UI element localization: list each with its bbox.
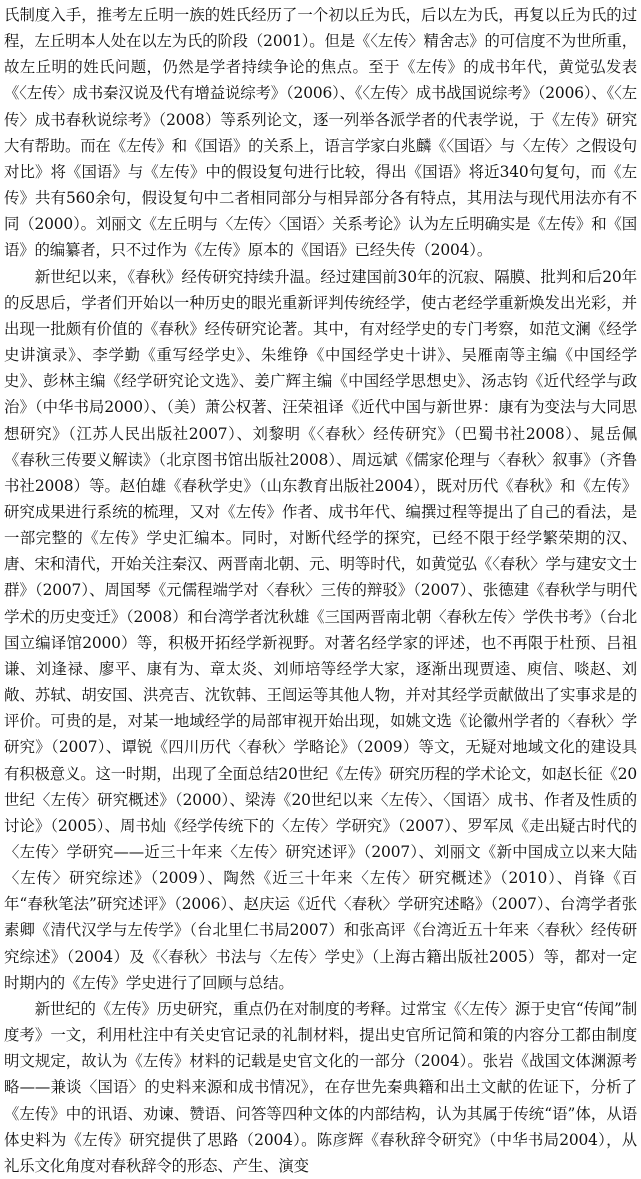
paragraph-3: 新世纪的《左传》历史研究，重点仍在对制度的考释。过常宝《〈左传〉源于史官“传闻”制度考》一文，利用杜注中有关史官记录的礼制材料，提出史官所记简和策的内容分工都由制度明文规定，故认为《左传》材料的记载是史官文化的一部分（2004）。张岩《战国文体渊源考略——兼谈〈国语〉的史料来源和成书情况》，在存世先秦典籍和出土文献的佐证下，分析了《左传》中的讯语、劝谏、赞语、问答等四种文体的内部结构，认为其属于传统“语”体，从语体史料为《左传》研究提供了思路（2004）。陈彦辉《春秋辞令研究》（中华书局2004），从礼乐文化角度对春秋辞令的形态、产生、演变: [4, 999, 637, 1175]
paragraph-1: 氏制度入手，推考左丘明一族的姓氏经历了一个初以丘为氏，后以左为氏，再复以丘为氏的过程，左丘明本人处在以左为氏的阶段（2001）。但是《〈左传〉精舍志》的可信度不为世所重，故左丘明的姓氏问题，仍然是学者持续争论的焦点。至于《左传》的成书年代，黄觉弘发表《〈左传〉成书秦汉说及代有增益说综考》（2006）、《〈左传〉成书战国说综考》（2006）、《〈左传〉成书春秋说综考》（2008）等系列论文，逐一列举各派学者的代表学说，于《左传》研究大有帮助。而在《左传》和《国语》的关系上，语言学家白兆麟《〈国语〉与〈左传〉之假设句对比》将《国语》与《左传》中的假设复句进行比较，得出《国语》将近340句复句，而《左传》共有560余句，假设复句中二者相同部分与相异部分各有特点，其用法与现代用法亦有不同（2000）。刘丽文《左丘明与〈左传〉〈国语〉关系考论》认为左丘明确实是《左传》和《国语》的编纂者，只不过作为《左传》原本的《国语》已经失传（2004）。: [4, 6, 637, 260]
paragraph-2: 新世纪以来，《春秋》经传研究持续升温。经过建国前30年的沉寂、隔膜、批判和后20年的反思后，学者们开始以一种历史的眼光重新评判传统经学，使古老经学重新焕发出光彩，并出现一批颇有价值的《春秋》经传研究论著。其中，有对经学史的专门考察，如范文澜《经学史讲演录》、李学勤《重写经学史》、朱维铮《中国经学史十讲》、吴雁南等主编《中国经学史》、彭林主编《经学研究论文选》、姜广辉主编《中国经学思想史》、汤志钧《近代经学与政治》（中华书局2000）、（美）萧公权著、汪荣祖译《近代中国与新世界：康有为变法与大同思想研究》（江苏人民出版社2007）、刘黎明《〈春秋〉经传研究》（巴蜀书社2008）、晁岳佩《春秋三传要义解读》（北京图书馆出版社2008）、周远斌《儒家伦理与〈春秋〉叙事》（齐鲁书社2008）等。赵伯雄《春秋学史》（山东教育出版社2004），既对历代《春秋》和《左传》研究成果进行系统的梳理，又对《左传》作者、成书年代、编撰过程等提出了自己的看法，是一部完整的《左传》学史汇编本。同时，对断代经学的探究，已经不限于经学繁荣期的汉、唐、宋和清代，开始关注秦汉、两晋南北朝、元、明等时代，如黄觉弘《〈春秋〉学与建安文士群》（2007）、周国琴《元儒程端学对〈春秋〉三传的辩驳》（2007）、张德建《春秋学与明代学术的历史变迁》（2008）和台湾学者沈秋雄《三国两晋南北朝〈春秋左传〉学佚书考》（台北国立编译馆2000）等，积极开拓经学新视野。对著名经学家的评述，也不再限于杜预、吕祖谦、刘逢禄、廖平、康有为、章太炎、刘师培等经学大家，逐渐出现贾逵、庾信、啖赵、刘敞、苏轼、胡安国、洪亮吉、沈钦韩、王闿运等其他人物，并对其经学贡献做出了实事求是的评价。可贵的是，对某一地域经学的局部审视开始出现，如姚文选《论徽州学者的〈春秋〉学研究》（2007）、谭锐《四川历代〈春秋〉学略论》（2009）等文，无疑对地域文化的建设具有积极意义。这一时期，出现了全面总结20世纪《左传》研究历程的学术论文，如赵长征《20世纪〈左传〉研究概述》（2000）、梁涛《20世纪以来〈左传〉、〈国语〉成书、作者及性质的讨论》（2005）、周书灿《经学传统下的〈左传〉学研究》（2007）、罗军凤《走出疑古时代的〈左传〉学研究——近三十年来〈左传〉研究述评》（2007）、刘丽文《新中国成立以来大陆〈左传〉研究综述》（2009）、陶然《近三十年来〈左传〉研究概述》（2010）、肖锋《百年“春秋笔法”研究述评》（2006）、赵庆运《近代〈春秋〉学研究述略》（2007）、台湾学者张素卿《清代汉学与左传学》（台北里仁书局2007）和张高评《台湾近五十年来〈春秋〉经传研究综述》（2004）及《〈春秋〉书法与〈左传〉学史》（上海古籍出版社2005）等，都对一定时期内的《左传》学史进行了回顾与总结。: [4, 267, 637, 992]
